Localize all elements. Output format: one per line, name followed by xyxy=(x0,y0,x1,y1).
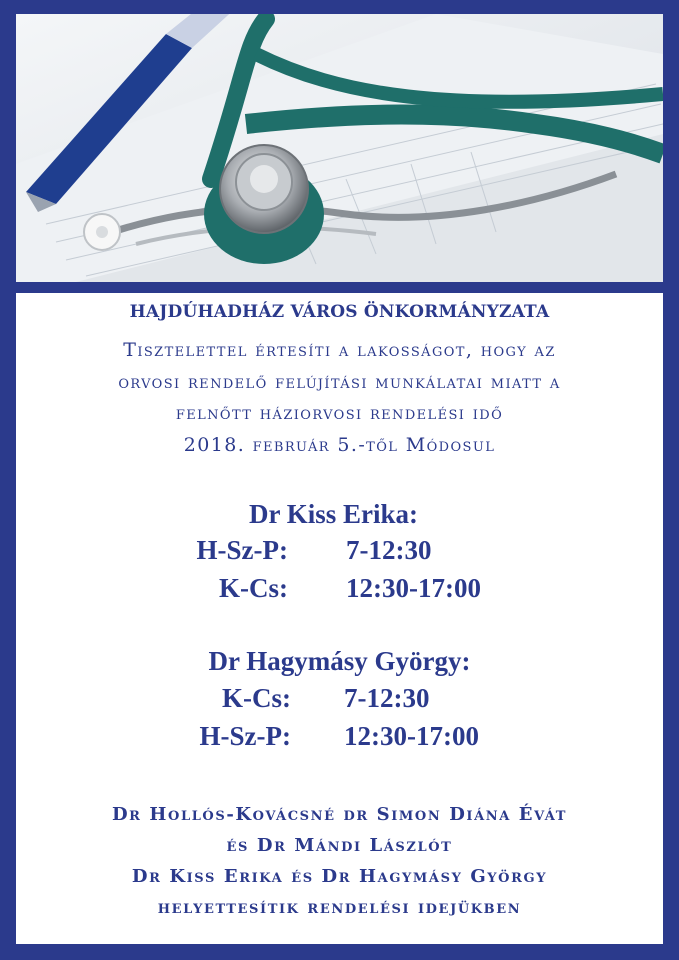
footer-line: és Dr Mándi Lászlót xyxy=(226,835,453,856)
footer-line: Dr Kiss Erika és Dr Hagymásy György xyxy=(131,866,548,887)
stethoscope-icon xyxy=(16,14,663,282)
schedule-days: K-Cs: xyxy=(222,683,291,713)
schedule-time: 12:30-17:00 xyxy=(344,721,479,751)
doctor-name: Dr Kiss Erika: xyxy=(248,499,418,529)
notice-line: orvosi rendelő felújítási munkálatai miatt a xyxy=(118,370,561,393)
organization-title: HAJDÚHADHÁZ VÁROS ÖNKORMÁNYZATA xyxy=(129,302,550,322)
schedule-time: 7-12:30 xyxy=(344,683,430,713)
notice-panel xyxy=(16,293,663,944)
schedule-row xyxy=(16,683,663,717)
footer-line: helyettesítik rendelési idejükben xyxy=(157,897,522,918)
schedule-days: K-Cs: xyxy=(219,573,288,603)
notice-line: 2018. február 5.-től Módosul xyxy=(183,433,496,456)
schedule-row xyxy=(16,573,663,607)
notice-line: felnőtt háziorvosi rendelési idő xyxy=(175,402,504,424)
notice-text xyxy=(26,335,653,461)
stethoscope-photo xyxy=(16,14,663,282)
schedule-time: 7-12:30 xyxy=(346,535,432,565)
schedule-days: H-Sz-P: xyxy=(199,721,291,751)
schedule-days: H-Sz-P: xyxy=(196,535,288,565)
schedule-row xyxy=(16,721,663,755)
schedule-row xyxy=(16,535,663,569)
schedule-time: 12:30-17:00 xyxy=(346,573,481,603)
footer-line: Dr Hollós-Kovácsné dr Simon Diána Évát xyxy=(111,804,568,825)
substitutes-text xyxy=(16,799,663,923)
doctor-name: Dr Hagymásy György: xyxy=(208,646,471,676)
notice-line: Tisztelettel értesíti a lakosságot, hogy az xyxy=(123,339,556,361)
